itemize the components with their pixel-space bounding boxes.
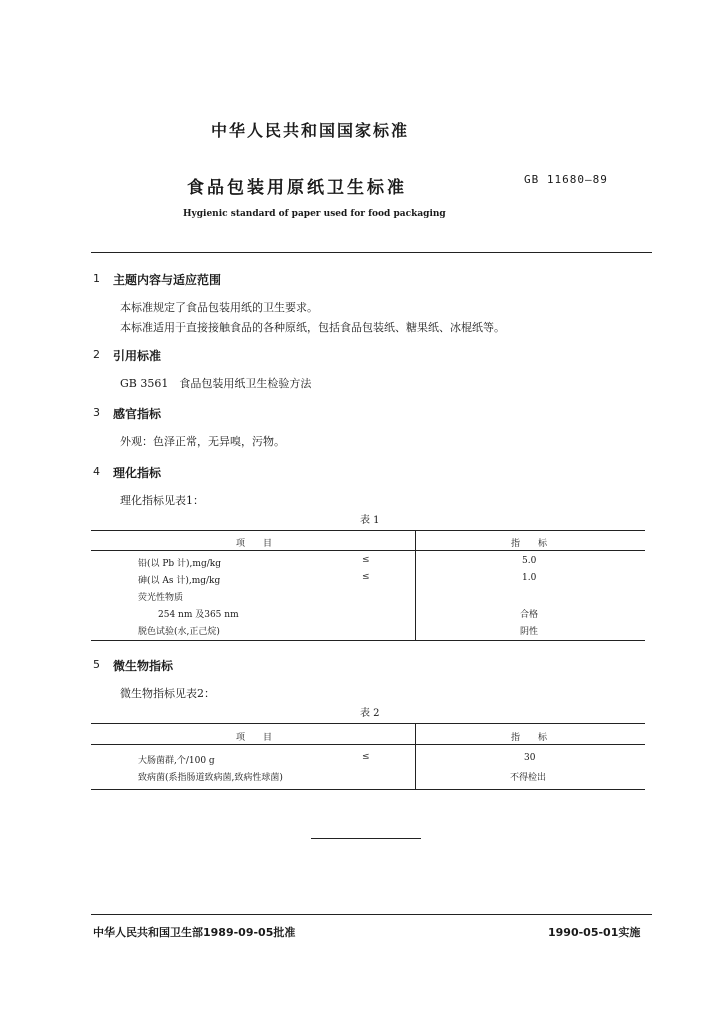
table-1-column-divider [415,530,416,640]
table-row: 砷(以 As 计),mg/kg [138,576,221,586]
section-3-line-1: 外观：色泽正常，无异嗅，污物。 [120,435,285,448]
section-5-line-1: 微生物指标见表2： [120,687,215,700]
section-5-heading: 微生物指标 [113,659,174,673]
section-1-heading: 主题内容与适应范围 [113,273,222,287]
table-row-operator: ≤ [362,555,370,565]
section-2-number: 2 [93,348,100,361]
table-2-col-item: 项 目 [236,733,273,743]
section-3-number: 3 [93,406,100,419]
section-4-heading: 理化指标 [113,466,162,480]
table-row: 大肠菌群,个/100 g [138,756,215,766]
approval-line: 中华人民共和国卫生部1989-09-05批准 [93,926,296,939]
effective-date: 1990-05-01实施 [548,926,641,939]
section-5-number: 5 [93,658,100,671]
table-2-col-index: 指 标 [511,733,548,743]
table-1-col-item: 项 目 [236,539,273,549]
header-rule [91,252,652,253]
table-2-header-rule [91,744,645,745]
table-row-value: 5.0 [522,556,537,566]
table-2-bottom-rule [91,789,645,790]
english-title: Hygienic standard of paper used for food packaging [183,209,446,219]
table-1-col-index: 指 标 [511,539,548,549]
table-row: 脱色试验(水,正己烷) [138,627,220,637]
section-4-number: 4 [93,465,100,478]
table-1-caption: 表 1 [360,515,380,526]
table-row: 254 nm 及365 nm [158,610,239,620]
table-row-value: 合格 [520,610,539,620]
table-row-operator: ≤ [362,752,370,762]
table-row-value: 30 [524,753,536,763]
section-2-heading: 引用标准 [113,349,162,363]
table-2-caption: 表 2 [360,708,380,719]
table-row-operator: ≤ [362,572,370,582]
table-row: 铅(以 Pb 计),mg/kg [138,559,221,569]
table-1-top-rule [91,530,645,531]
end-rule [311,838,421,839]
table-row: 致病菌(系指肠道致病菌,致病性球菌) [138,773,283,783]
section-1-line-1: 本标准规定了食品包装用纸的卫生要求。 [120,301,318,314]
section-2-line-1: GB 3561 食品包装用纸卫生检验方法 [120,377,312,390]
section-3-heading: 感官指标 [113,407,162,421]
table-row-value: 阴性 [520,627,539,637]
national-standard-title: 中华人民共和国国家标准 [210,121,409,140]
document-title: 食品包装用原纸卫生标准 [187,178,407,198]
table-2-column-divider [415,723,416,789]
table-row-value: 1.0 [522,573,537,583]
table-1-bottom-rule [91,640,645,641]
section-4-line-1: 理化指标见表1： [120,494,204,507]
table-2-top-rule [91,723,645,724]
section-1-number: 1 [93,272,100,285]
standard-code: GB 11680—89 [524,173,608,186]
footer-rule [91,914,652,915]
table-row: 荧光性物质 [138,593,184,603]
section-1-line-2: 本标准适用于直接接触食品的各种原纸，包括食品包装纸、糖果纸、冰棍纸等。 [120,321,505,334]
table-row-value: 不得检出 [510,773,547,783]
table-1-header-rule [91,550,645,551]
